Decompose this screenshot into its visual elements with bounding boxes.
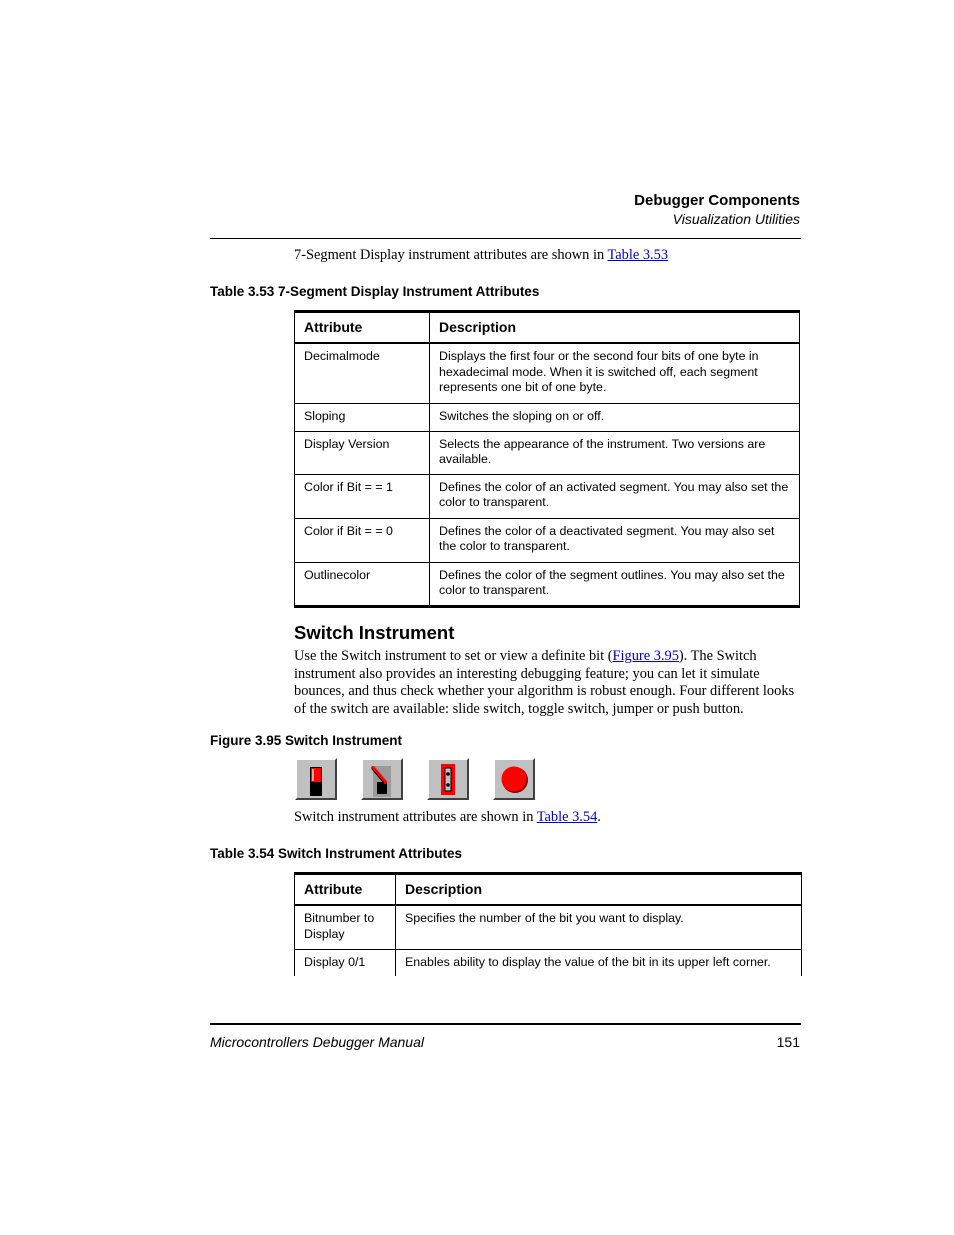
running-header-subtitle: Visualization Utilities — [672, 211, 800, 227]
push-button-switch[interactable] — [493, 758, 535, 800]
description-cell: Enables ability to display the value of the bit in its upper left corner. — [396, 949, 802, 976]
push-button-icon — [495, 760, 533, 798]
description-cell: Displays the first four or the second four bits of one byte in hexadecimal mode. When it is switched off, each segment represents one bit of one byte. — [430, 343, 800, 403]
switch-description — [294, 648, 800, 718]
para-text: ). The Switch instrument also provides an interesting debugging feature; you can let it simulate bounces, and thus check whether your algorithm is robust enough. Four different looks of the switch are available: slide switch, toggle switch, jumper or push button. — [294, 648, 795, 717]
attribute-cell: Sloping — [295, 403, 430, 431]
toggle-switch[interactable] — [361, 758, 403, 800]
footer-rule — [210, 1023, 801, 1025]
running-header-title: Debugger Components — [634, 192, 800, 209]
table-353-link[interactable]: Table 3.53 — [607, 247, 669, 263]
attribute-cell: Color if Bit = = 1 — [295, 474, 430, 518]
intro-text: Switch instrument attributes are shown in — [294, 809, 537, 825]
table-row — [295, 905, 802, 949]
table-row — [295, 474, 800, 518]
jumper-icon — [429, 760, 467, 798]
table-row — [295, 343, 800, 403]
table-row — [295, 403, 800, 431]
description-cell: Switches the sloping on or off. — [430, 403, 800, 431]
description-column-header: Description — [396, 874, 802, 906]
table-row — [295, 949, 802, 976]
intro-text: 7-Segment Display instrument attributes are shown in — [294, 247, 608, 263]
table-header-row — [295, 312, 800, 344]
figure-395-link[interactable]: Figure 3.95 — [612, 648, 679, 664]
attribute-cell: Outlinecolor — [295, 562, 430, 606]
attribute-column-header: Attribute — [295, 312, 430, 344]
switch-attributes-table — [294, 872, 802, 976]
footer-manual-title: Microcontrollers Debugger Manual — [210, 1034, 424, 1050]
table-353-intro — [294, 247, 800, 265]
attribute-cell: Display 0/1 — [295, 949, 396, 976]
page-number: 151 — [776, 1034, 800, 1050]
table-354-link[interactable]: Table 3.54 — [536, 809, 598, 825]
attribute-cell: Color if Bit = = 0 — [295, 518, 430, 562]
segment-display-attributes-table — [294, 310, 800, 608]
slide-switch[interactable] — [295, 758, 337, 800]
table-row — [295, 431, 800, 474]
figure-395-caption: Figure 3.95 Switch Instrument — [210, 733, 403, 748]
attribute-cell: Bitnumber to Display — [295, 905, 396, 949]
description-cell: Specifies the number of the bit you want to display. — [396, 905, 802, 949]
table-354-caption: Table 3.54 Switch Instrument Attributes — [210, 846, 463, 861]
table-row — [295, 518, 800, 562]
table-353-caption: Table 3.53 7-Segment Display Instrument Attributes — [210, 284, 540, 299]
header-rule — [210, 238, 801, 239]
attribute-column-header: Attribute — [295, 874, 396, 906]
table-row — [295, 562, 800, 606]
jumper-switch[interactable] — [427, 758, 469, 800]
description-cell: Selects the appearance of the instrument. Two versions are available. — [430, 431, 800, 474]
table-354-intro — [294, 809, 800, 827]
toggle-switch-icon — [363, 760, 401, 798]
slide-switch-icon — [297, 760, 335, 798]
para-text: Use the Switch instrument to set or view a definite bit ( — [294, 648, 613, 664]
description-cell: Defines the color of a deactivated segment. You may also set the color to transparent. — [430, 518, 800, 562]
description-cell: Defines the color of an activated segment. You may also set the color to transparent. — [430, 474, 800, 518]
attribute-cell: Display Version — [295, 431, 430, 474]
description-column-header: Description — [430, 312, 800, 344]
description-cell: Defines the color of the segment outlines. You may also set the color to transparent. — [430, 562, 800, 606]
intro-period: . — [597, 809, 601, 825]
section-heading: Switch Instrument — [294, 622, 455, 643]
attribute-cell: Decimalmode — [295, 343, 430, 403]
table-header-row — [295, 874, 802, 906]
